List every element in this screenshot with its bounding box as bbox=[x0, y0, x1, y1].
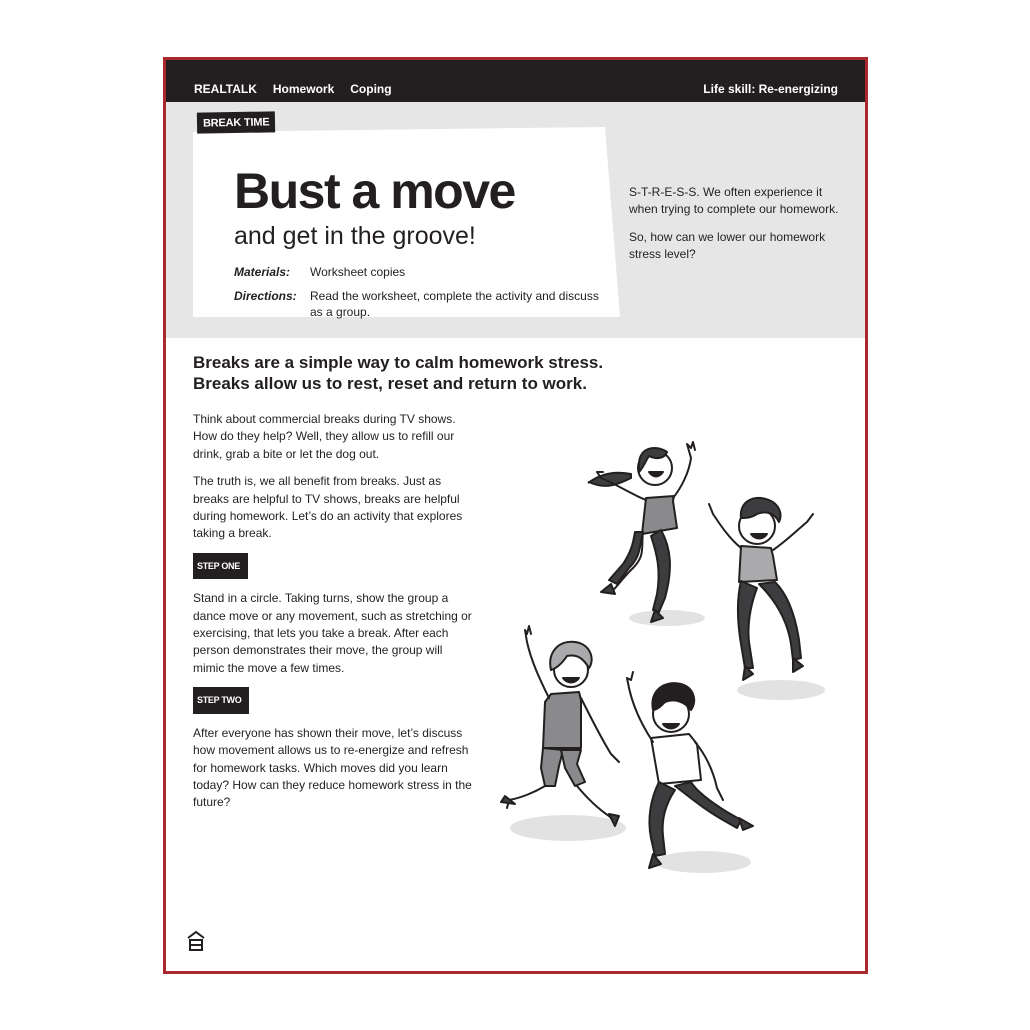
step-one-text: Stand in a circle. Taking turns, show the group a dance move or any movement, such as stretching or exercising, that lets you take a break. After each person demonstrates their move, the group will mimic the move a few times. bbox=[193, 591, 472, 675]
activity-meta bbox=[234, 264, 614, 328]
nav-item-homework: Homework bbox=[272, 82, 335, 96]
body-text-column bbox=[193, 411, 473, 822]
brand-label: REALTALK bbox=[194, 82, 257, 96]
life-skill-label: Life skill: Re-energizing bbox=[703, 82, 838, 96]
header-bar bbox=[166, 60, 865, 102]
header-nav bbox=[194, 82, 392, 96]
lead-heading: Breaks are a simple way to calm homework stress. Breaks allow us to rest, reset and return to work. bbox=[193, 353, 604, 393]
step-two-text: After everyone has shown their move, let’s discuss how movement allows us to re-energize and refresh for homework tasks. Which moves did you learn today? How can they reduce homework stress in the future? bbox=[193, 725, 472, 810]
worksheet-page bbox=[163, 57, 868, 974]
stress-paragraph-1: S-T-R-E-S-S. We often experience it when trying to complete our homework. bbox=[629, 185, 839, 216]
hero-section bbox=[166, 102, 865, 338]
step-two-tag: STEP TWO bbox=[193, 687, 249, 713]
directions-value: Read the worksheet, complete the activity and discuss as a group. bbox=[310, 289, 599, 319]
nav-item-coping: Coping bbox=[350, 82, 392, 96]
boy-jumping-right bbox=[709, 498, 813, 680]
body-paragraph-1: Think about commercial breaks during TV shows. How do they help? Well, they allow us to refill our drink, grab a bite or let the dog out. bbox=[193, 412, 456, 461]
materials-value: Worksheet copies bbox=[310, 265, 406, 279]
step-one-tag: STEP ONE bbox=[193, 553, 248, 579]
stress-intro bbox=[629, 184, 839, 274]
boy-jumping-bottom bbox=[627, 672, 753, 868]
break-time-tag: BREAK TIME bbox=[197, 111, 276, 133]
materials-label: Materials: bbox=[234, 265, 291, 279]
girl-jumping-left bbox=[501, 626, 619, 826]
materials-row bbox=[234, 264, 614, 280]
four-kids-jumping-illustration bbox=[491, 398, 831, 878]
stress-paragraph-2: So, how can we lower our homework stress level? bbox=[629, 230, 826, 261]
directions-label: Directions: bbox=[234, 289, 297, 303]
page-title: Bust a move bbox=[234, 163, 515, 219]
girl-jumping-top bbox=[589, 442, 695, 622]
house-logo-icon bbox=[186, 930, 206, 952]
body-paragraph-2: The truth is, we all benefit from breaks. Just as breaks are helpful to TV shows, breaks are helpful during homework. Let’s do an activity that explores taking a break. bbox=[193, 474, 463, 541]
directions-row bbox=[234, 288, 614, 320]
page-subtitle: and get in the groove! bbox=[234, 222, 476, 250]
title-card bbox=[193, 127, 620, 317]
